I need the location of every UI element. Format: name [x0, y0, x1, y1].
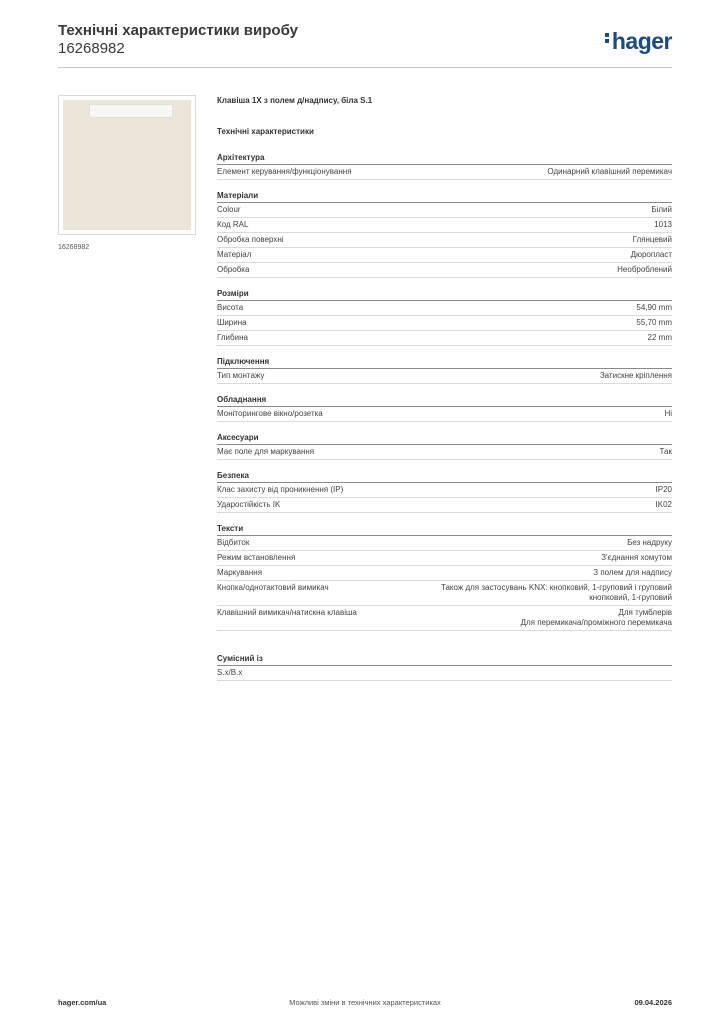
footer-date: 09.04.2026	[634, 998, 672, 1007]
spec-value-line: 55,70 mm	[636, 318, 672, 327]
group-title: Тексти	[217, 524, 672, 536]
spec-value-line: Одинарний клавішний перемикач	[547, 167, 672, 176]
spec-key: Обробка поверхні	[217, 235, 284, 244]
spec-row	[217, 301, 672, 316]
spec-value	[331, 409, 672, 419]
spec-key: Елемент керування/функціонування	[217, 167, 352, 176]
spec-key: Ширина	[217, 318, 247, 327]
spec-key: Режим встановлення	[217, 553, 296, 562]
spec-key: Клас захисту від проникнення (IP)	[217, 485, 344, 494]
image-caption: 16268982	[58, 244, 90, 251]
spec-group	[217, 524, 672, 631]
spec-value-line: З полем для надпису	[593, 568, 672, 577]
hager-logo	[605, 28, 672, 55]
spec-group	[217, 191, 672, 278]
spec-key: Код RAL	[217, 220, 249, 229]
spec-value-line: Затискне кріплення	[599, 371, 672, 380]
spec-value-line: Дюропласт	[630, 250, 672, 259]
spec-row	[217, 165, 672, 180]
spec-key: Відбиток	[217, 538, 250, 547]
spec-key: Тип монтажу	[217, 371, 265, 380]
spec-group	[217, 153, 672, 180]
spec-value	[256, 333, 672, 343]
spec-value	[303, 553, 672, 563]
spec-value-line: Глянцевий	[632, 235, 672, 244]
spec-value	[351, 485, 672, 495]
spec-value	[360, 167, 672, 177]
spec-key: Ударостійкість IK	[217, 500, 281, 509]
spec-group-compatible	[217, 654, 672, 681]
spec-row	[217, 666, 672, 681]
spec-value-line: IP20	[655, 485, 672, 494]
spec-row	[217, 233, 672, 248]
spec-key: S.x/B.x	[217, 668, 243, 677]
spec-value	[292, 235, 672, 245]
label-field-picture	[89, 104, 173, 118]
group-title: Архітектура	[217, 153, 672, 165]
group-title: Аксесуари	[217, 433, 672, 445]
group-title: Підключення	[217, 357, 672, 369]
spec-value-line: 1013	[654, 220, 672, 229]
spec-value-line: 22 mm	[647, 333, 672, 342]
spec-value	[365, 608, 672, 628]
spec-key: Глибина	[217, 333, 248, 342]
spec-value-line: Так	[659, 447, 672, 456]
spec-row	[217, 203, 672, 218]
spec-row	[217, 369, 672, 384]
spec-row	[217, 218, 672, 233]
spec-group	[217, 433, 672, 460]
spec-key: Кнопка/однотактовий вимикач	[217, 583, 329, 592]
spec-title: Технічні характеристики	[217, 127, 314, 136]
spec-row	[217, 498, 672, 513]
spec-row	[217, 483, 672, 498]
spec-row	[217, 316, 672, 331]
spec-value	[322, 447, 672, 457]
group-title: Розміри	[217, 289, 672, 301]
spec-group	[217, 471, 672, 513]
spec-key: Моніторингове вікно/розетка	[217, 409, 323, 418]
spec-value	[272, 371, 672, 381]
spec-row	[217, 445, 672, 460]
group-title: Матеріали	[217, 191, 672, 203]
spec-value	[251, 303, 672, 313]
spec-key: Colour	[217, 205, 241, 214]
spec-row	[217, 566, 672, 581]
spec-value	[249, 205, 672, 215]
logo-dots-icon	[605, 31, 610, 45]
spec-group	[217, 395, 672, 422]
spec-row	[217, 331, 672, 346]
spec-key: Маркування	[217, 568, 263, 577]
logo-text: hager	[611, 28, 672, 54]
footer-disclaimer: Можливі зміни в технічних характеристиках	[289, 998, 441, 1007]
spec-row	[217, 551, 672, 566]
spec-value	[257, 265, 672, 275]
product-name: Клавіша 1X з полем д/надпису, біла S.1	[217, 96, 373, 105]
footer-website[interactable]: hager.com/ua	[58, 998, 107, 1007]
spec-value-line: Ні	[664, 409, 672, 418]
spec-value-line: 54,90 mm	[636, 303, 672, 312]
spec-key: Обробка	[217, 265, 250, 274]
spec-value	[259, 250, 672, 260]
spacer	[217, 642, 672, 654]
spec-group	[217, 357, 672, 384]
group-title: Безпека	[217, 471, 672, 483]
spec-value	[288, 500, 672, 510]
header-divider	[58, 67, 672, 68]
spec-value-line: Необроблений	[617, 265, 672, 274]
document-header	[58, 22, 674, 58]
product-code: 16268982	[58, 40, 125, 57]
spec-value	[337, 583, 672, 603]
spec-key: Клавішний вимикач/натискна клавіша	[217, 608, 357, 617]
spec-value-line: IK02	[655, 500, 672, 509]
spec-value	[257, 538, 672, 548]
spec-group	[217, 289, 672, 346]
spec-row	[217, 263, 672, 278]
spec-key: Матеріал	[217, 250, 252, 259]
spec-row	[217, 606, 672, 631]
spec-value-line: кнопковий, 1-груповий	[589, 593, 672, 602]
spec-key: Висота	[217, 303, 244, 312]
spec-value	[255, 318, 672, 328]
spec-key: Має поле для маркування	[217, 447, 315, 456]
spec-row	[217, 407, 672, 422]
spec-row	[217, 536, 672, 551]
spec-value-line: Без надруку	[627, 538, 672, 547]
switch-rocker-picture	[63, 100, 191, 230]
spec-value-line: Білий	[651, 205, 672, 214]
spec-section	[217, 96, 672, 692]
spec-groups	[217, 153, 672, 631]
spec-value-line: З'єднання хомутом	[601, 553, 672, 562]
spec-row	[217, 248, 672, 263]
group-title: Обладнання	[217, 395, 672, 407]
spec-value-line: Для перемикача/проміжного перемикача	[520, 618, 672, 627]
spec-value	[270, 568, 672, 578]
spec-row	[217, 581, 672, 606]
spec-value-line: Для тумблерів	[618, 608, 672, 617]
spec-value-line: Також для застосувань KNX: кнопковий, 1-груповий і груповий	[440, 583, 672, 592]
product-image	[58, 95, 196, 235]
spec-value	[256, 220, 672, 230]
group-title: Сумісний із	[217, 654, 672, 666]
document-title: Технічні характеристики виробу	[58, 22, 298, 39]
